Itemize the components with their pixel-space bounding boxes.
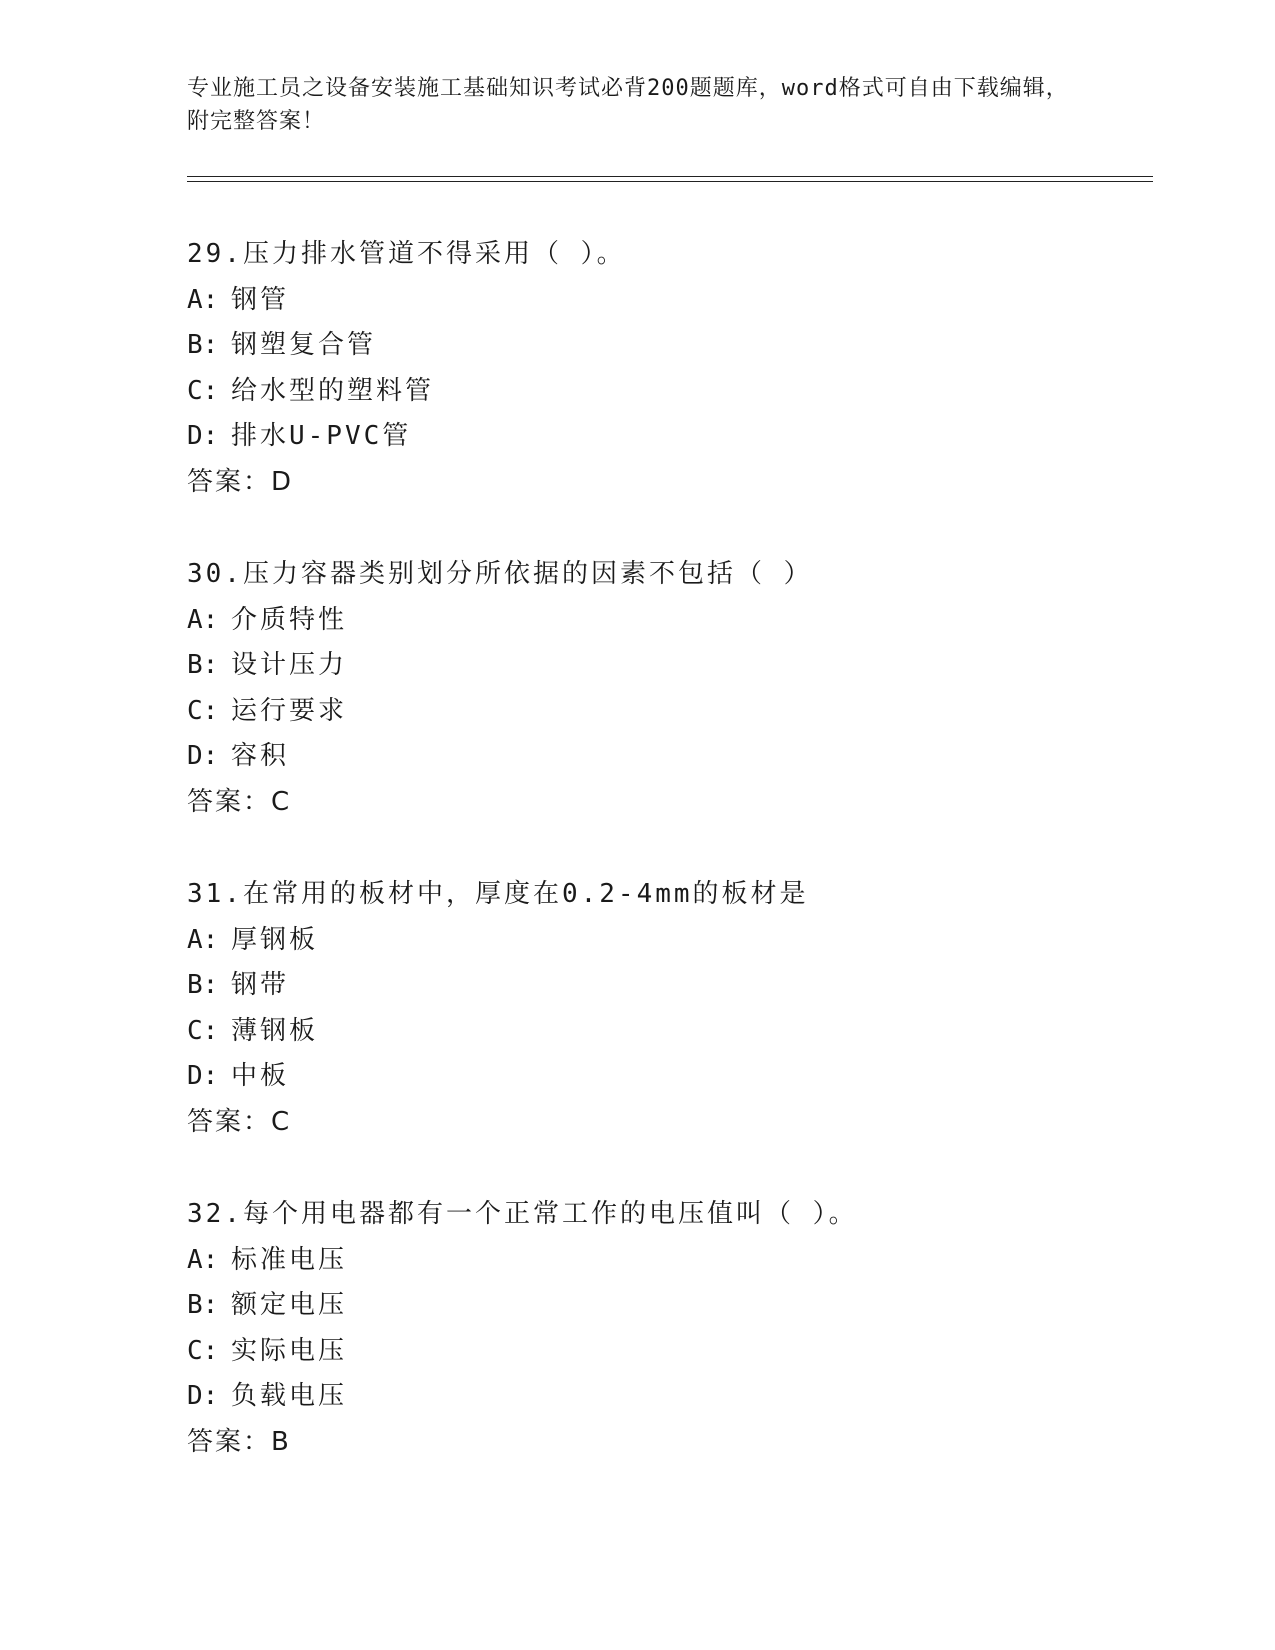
option-d <box>187 734 1147 780</box>
option-text: 实际电压 <box>231 1335 348 1366</box>
option-text: 钢带 <box>231 970 290 1000</box>
question-29 <box>187 232 1147 505</box>
question-stem: 29.压力排水管道不得采用（ ）。 <box>187 239 626 269</box>
option-a <box>187 598 1147 644</box>
question-32 <box>187 1192 1147 1465</box>
option-d <box>187 414 1147 460</box>
option-letter: B: <box>187 330 219 360</box>
option-letter: D: <box>187 741 219 771</box>
option-letter: D: <box>187 1381 219 1411</box>
option-letter: D: <box>187 421 219 451</box>
option-text: 薄钢板 <box>231 1015 319 1046</box>
question-list <box>187 232 1147 1512</box>
option-b <box>187 963 1147 1009</box>
header-divider-top <box>187 176 1153 177</box>
option-text: 标准电压 <box>231 1244 348 1275</box>
option-letter: C: <box>187 695 219 726</box>
question-stem: 32.每个用电器都有一个正常工作的电压值叫（ ）。 <box>187 1199 858 1229</box>
answer-line: 答案：C <box>187 1106 292 1137</box>
option-c <box>187 689 1147 735</box>
answer-line: 答案：D <box>187 466 294 497</box>
option-letter: B: <box>187 650 219 680</box>
option-letter: D: <box>187 1061 219 1091</box>
option-c <box>187 369 1147 415</box>
question-stem: 30.压力容器类别划分所依据的因素不包括（ ） <box>187 559 813 589</box>
option-text: 运行要求 <box>231 695 348 726</box>
option-text: 负载电压 <box>231 1381 348 1411</box>
question-stem: 31.在常用的板材中，厚度在0.2-4mm的板材是 <box>187 879 809 909</box>
option-text: 给水型的塑料管 <box>231 375 435 406</box>
answer-line: 答案：C <box>187 786 292 817</box>
option-letter: B: <box>187 1290 219 1320</box>
option-letter: A: <box>187 604 219 635</box>
option-b <box>187 1283 1147 1329</box>
option-text: 厚钢板 <box>231 924 319 955</box>
option-letter: A: <box>187 1244 219 1275</box>
option-b <box>187 323 1147 369</box>
option-letter: C: <box>187 1335 219 1366</box>
option-text: 钢管 <box>231 284 290 315</box>
option-text: 钢塑复合管 <box>231 330 377 360</box>
option-a <box>187 278 1147 324</box>
option-text: 容积 <box>231 741 290 771</box>
option-letter: C: <box>187 375 219 406</box>
document-header: 专业施工员之设备安装施工基础知识考试必背200题题库，word格式可自由下载编辑，附完整答案！ <box>187 76 1069 134</box>
option-letter: C: <box>187 1015 219 1046</box>
option-b <box>187 643 1147 689</box>
option-text: 介质特性 <box>231 604 348 635</box>
question-30 <box>187 552 1147 825</box>
option-letter: B: <box>187 970 219 1000</box>
answer-line: 答案：B <box>187 1426 291 1457</box>
option-letter: A: <box>187 284 219 315</box>
option-a <box>187 918 1147 964</box>
option-c <box>187 1009 1147 1055</box>
option-text: 排水U-PVC管 <box>231 421 412 451</box>
option-d <box>187 1054 1147 1100</box>
option-a <box>187 1238 1147 1284</box>
option-text: 中板 <box>231 1061 290 1091</box>
option-d <box>187 1374 1147 1420</box>
option-letter: A: <box>187 924 219 955</box>
header-divider-bottom <box>187 181 1153 182</box>
option-text: 额定电压 <box>231 1290 348 1320</box>
option-c <box>187 1329 1147 1375</box>
question-31 <box>187 872 1147 1145</box>
option-text: 设计压力 <box>231 650 348 680</box>
